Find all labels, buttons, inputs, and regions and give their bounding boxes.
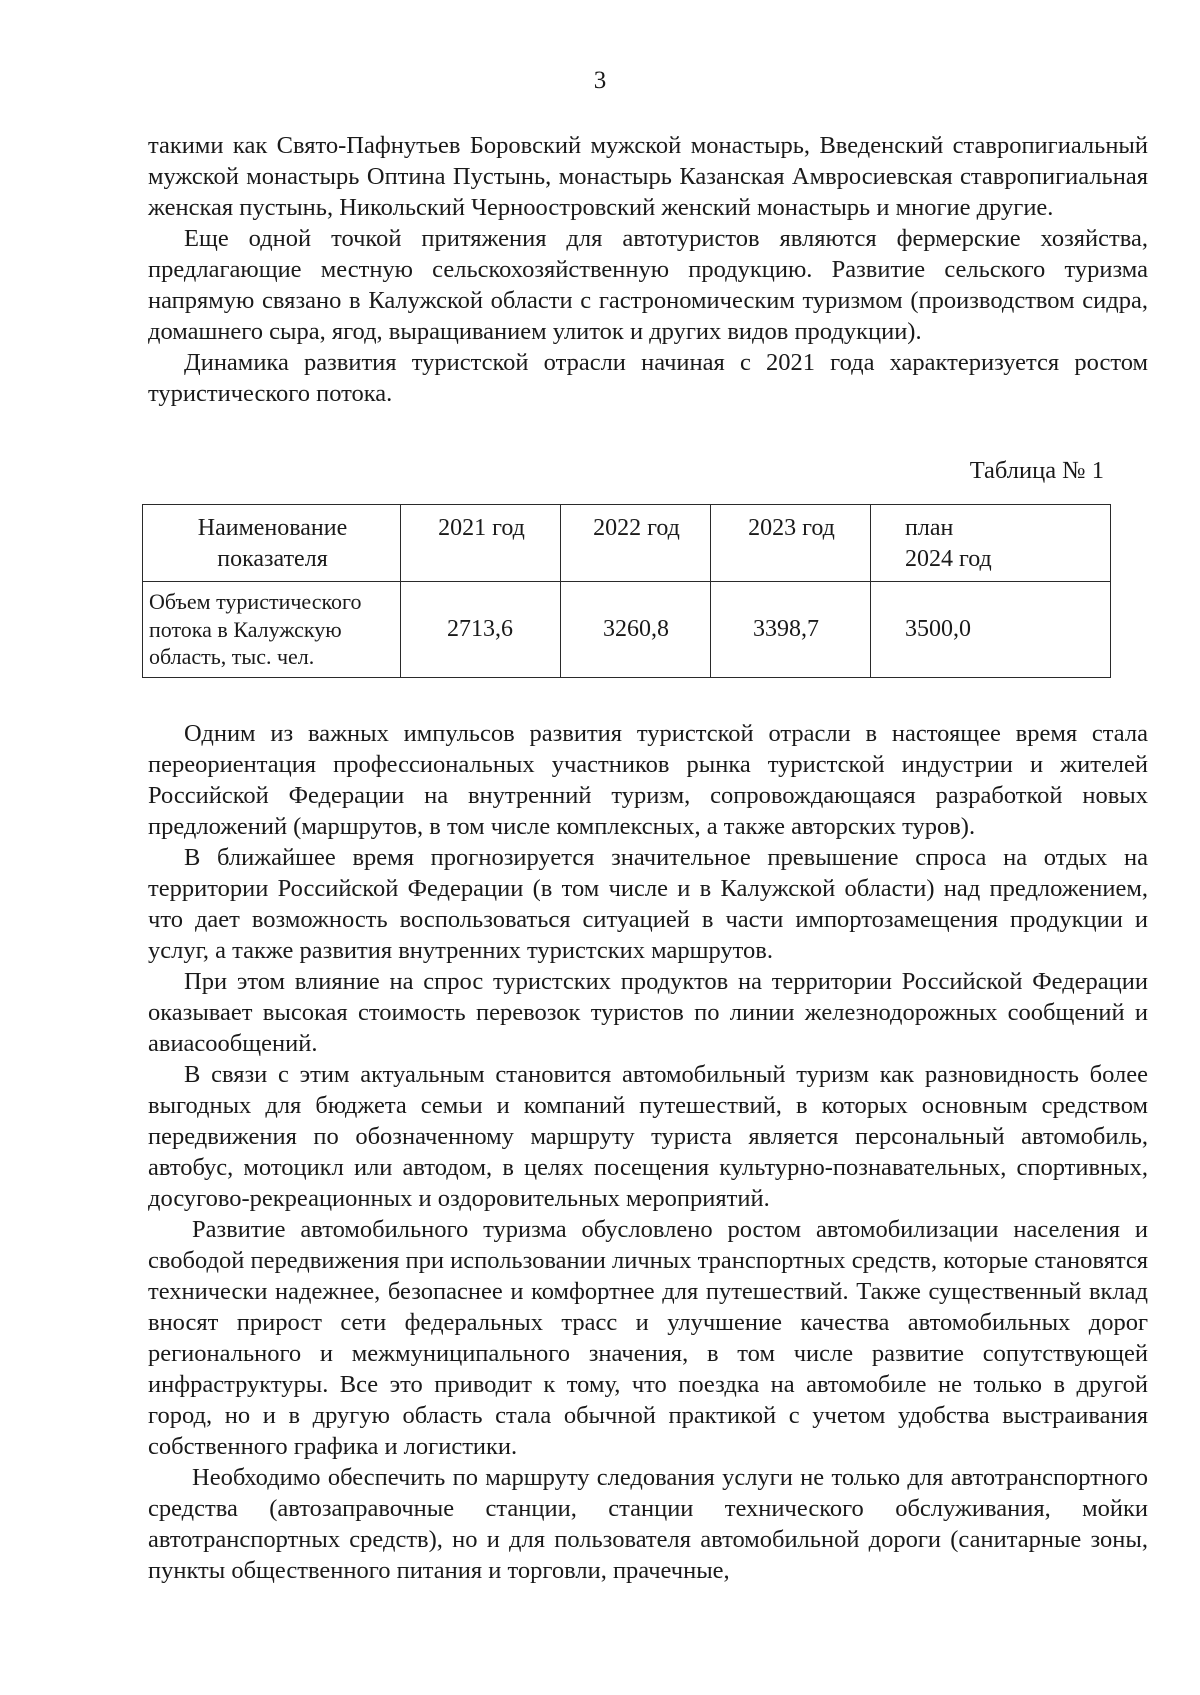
paragraph-monasteries: такими как Свято-Пафнутьев Боровский мужской монастырь, Введенский ставропигиальный мужской монастырь Оптина Пустынь, монастырь Казанская Амвросиевская ставропигиальная женская пустынь, Никольский Черноостровский женский монастырь и многие другие.: [148, 132, 1148, 221]
table-caption: Таблица № 1: [969, 457, 1104, 484]
paragraph-transport-cost: При этом влияние на спрос туристских продуктов на территории Российской Федерации оказывает высокая стоимость перевозок туристов по линии железнодорожных сообщений и авиасообщений.: [148, 967, 1148, 1057]
document-body: [148, 130, 1148, 1586]
header-2023: 2023 год: [711, 505, 871, 582]
page-number: 3: [593, 67, 607, 94]
cell-plan-2024: 3500,0: [871, 582, 1111, 678]
table-row: [143, 582, 1111, 678]
paragraph-domestic-tourism: Одним из важных импульсов развития туристской отрасли в настоящее время стала переориентация профессиональных участников рынка туристской индустрии и жителей Российской Федерации на внутренний туризм, сопровождающаяся разработкой новых предложений (маршрутов, в том числе комплексных, а также авторских туров).: [148, 719, 1148, 840]
header-2022: 2022 год: [561, 505, 711, 582]
cell-2021: 2713,6: [401, 582, 561, 678]
paragraph-demand-forecast: В ближайшее время прогнозируется значительное превышение спроса на отдых на территории Российской Федерации (в том числе и в Калужской области) над предложением, что дает возможность воспользоваться ситуацией в части импортозамещения продукции и услуг, а также развития внутренних туристских маршрутов.: [148, 843, 1148, 964]
table-header-row: [143, 505, 1111, 582]
tourist-flow-table: [142, 504, 1111, 678]
text-after-table: [148, 718, 1148, 1586]
paragraph-auto-tourism: В связи с этим актуальным становится автомобильный туризм как разновидность более выгодных для бюджета семьи и компаний путешествий, в которых основным средством передвижения по обозначенному маршруту туриста является персональный автомобиль, автобус, мотоцикл или автодом, в целях посещения культурно-познавательных, спортивных, досугово-рекреационных и оздоровительных мероприятий.: [148, 1060, 1148, 1212]
cell-indicator: Объем туристического потока в Калужскую область, тыс. чел.: [143, 582, 401, 678]
paragraph-dynamics: Динамика развития туристской отрасли начиная с 2021 года характеризуется ростом туристического потока.: [148, 349, 1148, 407]
cell-2022: 3260,8: [561, 582, 711, 678]
paragraph-services: Необходимо обеспечить по маршруту следования услуги не только для автотранспортного средства (автозаправочные станции, станции технического обслуживания, мойки автотранспортных средств), но и для пользователя автомобильной дороги (санитарные зоны, пункты общественного питания и торговли, прачечные,: [148, 1463, 1148, 1584]
paragraph-motorization: Развитие автомобильного туризма обусловлено ростом автомобилизации населения и свободой передвижения при использовании личных транспортных средств, которые становятся технически надежнее, безопаснее и комфортнее для путешествий. Также существенный вклад вносят прирост сети федеральных трасс и улучшение качества автомобильных дорог регионального и межмуниципального значения, в том числе развитие сопутствующей инфраструктуры. Все это приводит к тому, что поездка на автомобиле не только в другой город, но и в другую область стала обычной практикой с учетом удобства выстраивания собственного графика и логистики.: [148, 1215, 1148, 1460]
header-plan-2024: [871, 505, 1111, 582]
header-2021: 2021 год: [401, 505, 561, 582]
cell-2023: 3398,7: [711, 582, 871, 678]
paragraph-farms: Еще одной точкой притяжения для автотуристов являются фермерские хозяйства, предлагающие местную сельскохозяйственную продукцию. Развитие сельского туризма напрямую связано в Калужской области с гастрономическим туризмом (производством сидра, домашнего сыра, ягод, выращиванием улиток и других видов продукции).: [148, 225, 1148, 345]
header-plan-year: 2024 год: [905, 546, 992, 572]
header-plan-label: план: [905, 515, 954, 541]
header-indicator: Наименование показателя: [143, 505, 401, 582]
